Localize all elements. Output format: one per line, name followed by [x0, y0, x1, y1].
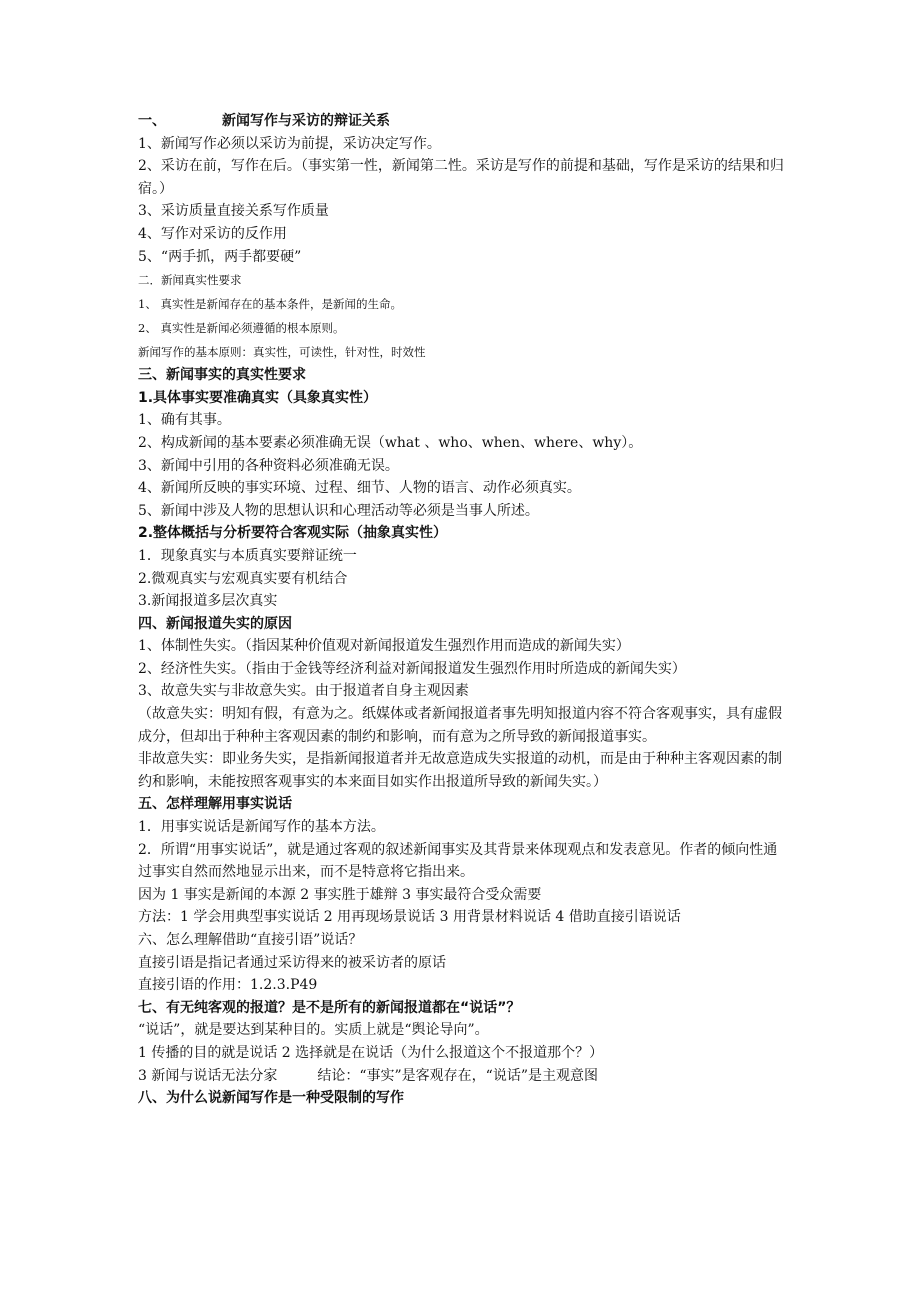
- s6-item-2: 直接引语的作用：1.2.3.P49: [138, 977, 318, 994]
- s7-item-2: 1 传播的目的就是说话 2 选择就是在说话（为什么报道这个不报道那个？）: [138, 1044, 604, 1061]
- s4-item-4: （故意失实：明知有假，有意为之。纸媒体或者新闻报道者事先明知报道内容不符合客观事实，具有虚假成分，但却出于种种主客观因素的制约和影响，而有意为之所导致的新闻报道事实。: [138, 706, 782, 745]
- s5-item-2: 2．所谓“用事实说话”，就是通过客观的叙述新闻事实及其背景来体现观点和发表意见。作者的倾向性通过事实自然而然地显示出来，而不是特意将它指出来。: [138, 841, 778, 881]
- s7-item-3-a: 3 新闻与说话无法分家: [138, 1067, 278, 1084]
- heading-1-text: 新闻写作与采访的辩证关系: [222, 113, 390, 129]
- s4-item-1: 1、体制性失实。（指因某种价值观对新闻报道发生强烈作用而造成的新闻失实）: [138, 638, 630, 655]
- s7-item-3: [138, 1065, 788, 1088]
- s5-item-3: 因为 1 事实是新闻的本源 2 事实胜于雄辩 3 事实最符合受众需要: [138, 886, 542, 903]
- s7-item-1: “说话”，就是要达到某种目的。实质上就是“舆论导向”。: [138, 1022, 489, 1039]
- s3a-item-3: 3、新闻中引用的各种资料必须准确无误。: [138, 457, 399, 474]
- s3a-item-5: 5、新闻中涉及人物的思想认识和心理活动等必须是当事人所述。: [138, 502, 539, 519]
- s1-item-1: 1、新闻写作必须以采访为前提，采访决定写作。: [138, 135, 441, 152]
- document-page: [138, 110, 788, 1110]
- s1-item-5: 5、“两手抓，两手都要硬”: [138, 248, 302, 265]
- s5-item-1: 1．用事实说话是新闻写作的基本方法。: [138, 819, 385, 836]
- s3b-item-2: 2.微观真实与宏观真实要有机结合: [138, 570, 348, 587]
- s4-item-3: 3、故意失实与非故意失实。由于报道者自身主观因素: [138, 683, 469, 700]
- s3b-item-3: 3.新闻报道多层次真实: [138, 593, 278, 610]
- heading-1-number: 一、: [138, 113, 166, 129]
- s6-item-1: 直接引语是指记者通过采访得来的被采访者的原话: [138, 954, 446, 971]
- s3b-item-1: 1．现象真实与本质真实要辩证统一: [138, 547, 357, 564]
- s2-item-1: 1、 真实性是新闻存在的基本条件，是新闻的生命。: [138, 297, 402, 312]
- s1-item-3: 3、采访质量直接关系写作质量: [138, 203, 329, 220]
- s5-item-4: 方法：1 学会用典型事实说话 2 用再现场景说话 3 用背景材料说话 4 借助直接引语说话: [138, 909, 681, 926]
- heading-4: 四、新闻报道失实的原因: [138, 615, 292, 632]
- s3a-item-4: 4、新闻所反映的事实环境、过程、细节、人物的语言、动作必须真实。: [138, 480, 581, 497]
- s1-item-2: 2、采访在前，写作在后。（事实第一性，新闻第二性。采访是写作的前提和基础，写作是采访的结果和归宿。）: [138, 158, 784, 197]
- s2-item-2: 2、 真实性是新闻必须遵循的根本原则。: [138, 321, 345, 336]
- heading-8: 八、为什么说新闻写作是一种受限制的写作: [138, 1090, 404, 1107]
- s7-item-3-b: 结论：“事实”是客观存在，“说话”是主观意图: [317, 1067, 598, 1084]
- heading-1: [138, 110, 788, 133]
- s4-item-5: 非故意失实：即业务失实，是指新闻报道者并无故意造成失实报道的动机，而是由于种种主客观因素的制约和影响，未能按照客观事实的本来面目如实作出报道所导致的新闻失实。）: [138, 751, 782, 790]
- s1-item-4: 4、写作对采访的反作用: [138, 225, 287, 242]
- heading-3b: 2.整体概括与分析要符合客观实际（抽象真实性）: [138, 525, 448, 542]
- heading-2: 二．新闻真实性要求: [138, 273, 242, 288]
- s2-item-3: 新闻写作的基本原则：真实性，可读性，针对性，时效性: [138, 345, 426, 360]
- s3a-item-1: 1、确有其事。: [138, 412, 231, 429]
- heading-7: 七、有无纯客观的报道？是不是所有的新闻报道都在“说话”？: [138, 999, 521, 1016]
- heading-3a: 1.具体事实要准确真实（具象真实性）: [138, 389, 378, 406]
- heading-6: 六、怎么理解借助“直接引语”说话？: [138, 932, 363, 948]
- heading-3: 三、新闻事实的真实性要求: [138, 367, 306, 384]
- s4-item-2: 2、经济性失实。（指由于金钱等经济利益对新闻报道发生强烈作用时所造成的新闻失实）: [138, 660, 686, 677]
- heading-5: 五、怎样理解用事实说话: [138, 796, 292, 813]
- s3a-item-2: 2、构成新闻的基本要素必须准确无误（what 、who、when、where、why）。: [138, 434, 643, 451]
